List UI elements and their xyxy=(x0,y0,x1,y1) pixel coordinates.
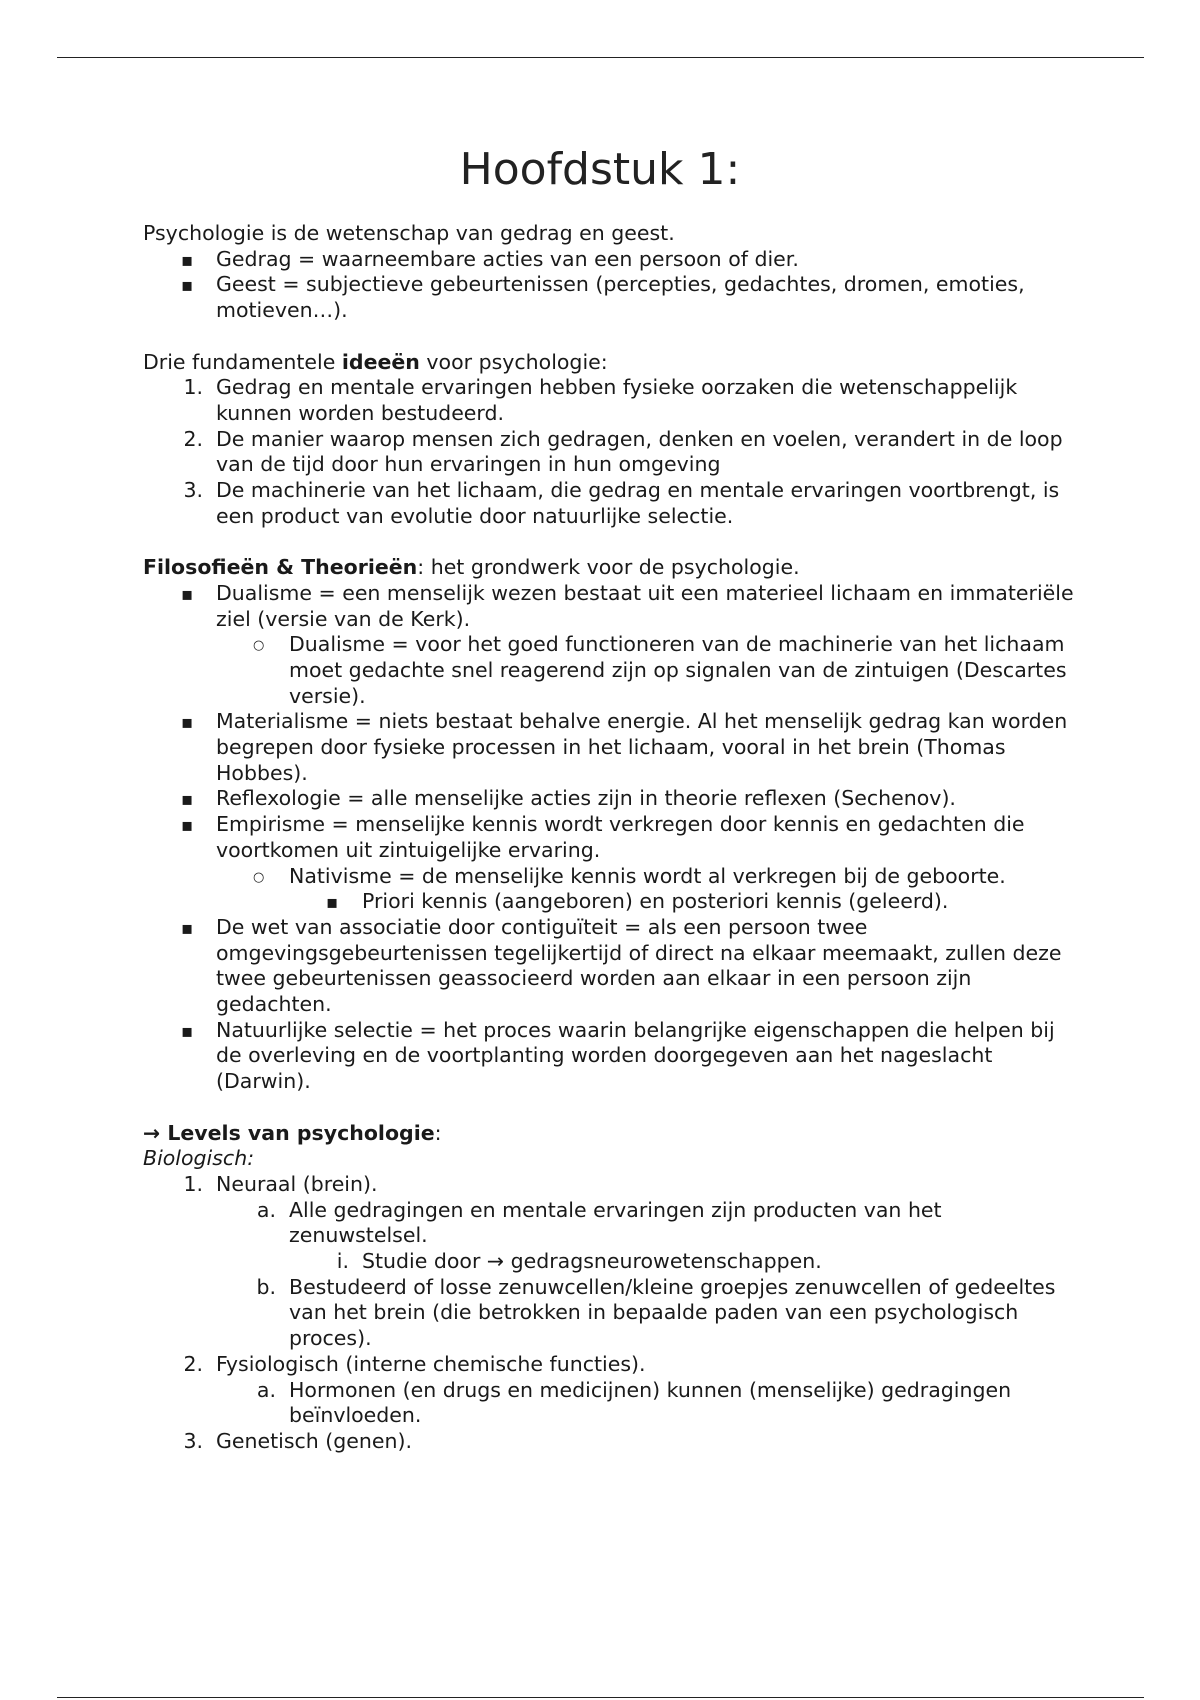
bullet-square-icon xyxy=(181,709,193,736)
list-item: 1. Neuraal (brein). xyxy=(143,1172,1083,1198)
levels-category: Biologisch: xyxy=(143,1146,255,1171)
list-marker: 1. xyxy=(183,375,203,400)
list-marker: 2. xyxy=(183,426,203,451)
list-marker: a. xyxy=(256,1377,276,1402)
list-item: ▪ Geest = subjectieve gebeurtenissen (percepties, gedachtes, dromen, emoties, motieven…). xyxy=(143,272,1083,323)
list-marker: i. xyxy=(336,1249,349,1274)
bullet-square-icon xyxy=(326,889,338,916)
ideas-lead: Drie fundamentele ideeën voor psychologie: xyxy=(143,349,608,374)
bullet-circle-icon xyxy=(253,864,264,893)
bullet-square-icon xyxy=(181,786,193,813)
bullet-square-icon xyxy=(181,812,193,839)
levels-heading: → Levels van psychologie: xyxy=(143,1120,442,1145)
list-item: ▪ Materialisme = niets bestaat behalve energie. Al het menselijk gedrag kan worden begrepen door fysieke processen in het lichaam, vooral in het brein (Thomas Hobbes). xyxy=(143,709,1083,786)
list-marker: a. xyxy=(256,1197,276,1222)
intro-text: Psychologie is de wetenschap van gedrag en geest. xyxy=(143,221,675,245)
list-item: 3. De machinerie van het lichaam, die gedrag en mentale ervaringen voortbrengt, is een product van evolutie door natuurlijke selectie. xyxy=(143,478,1083,529)
list-item: 1. Gedrag en mentale ervaringen hebben fysieke oorzaken die wetenschappelijk kunnen worden bestudeerd. xyxy=(143,375,1083,426)
list-item: 2. Fysiologisch (interne chemische functies). xyxy=(143,1352,1083,1378)
list-item: b. Bestudeerd of losse zenuwcellen/kleine groepjes zenuwcellen of gedeeltes van het brein (die betrokken in bepaalde paden van een psychologisch proces). xyxy=(143,1275,1083,1352)
list-marker: 3. xyxy=(183,1429,203,1453)
bullet-square-icon xyxy=(181,915,193,942)
list-item: ▪ Dualisme = een menselijk wezen bestaat uit een materieel lichaam en immateriële ziel (versie van de Kerk). xyxy=(143,581,1083,632)
bullet-square-icon xyxy=(181,272,193,299)
list-item: ▪ Empirisme = menselijke kennis wordt verkregen door kennis en gedachten die voortkomen uit zintuigelijke ervaring. xyxy=(143,812,1083,863)
list-item: ▪ Natuurlijke selectie = het proces waarin belangrijke eigenschappen die helpen bij de overleving en de voortplanting worden doorgegeven aan het nageslacht (Darwin). xyxy=(143,1018,1083,1095)
philosophies-lead: Filosofieën & Theorieën: het grondwerk voor de psychologie. xyxy=(143,555,800,580)
list-item: ▪ De wet van associatie door contiguïteit = als een persoon twee omgevingsgebeurtenissen tegelijkertijd of direct na elkaar meemaakt, zullen deze twee gebeurtenissen geassocieerd worden aan elkaar in een persoon zijn gedachten. xyxy=(143,915,1083,1018)
list-item: ○ Dualisme = voor het goed functioneren van de machinerie van het lichaam moet gedachte snel reagerend zijn op signalen van de zintuigen (Descartes versie). xyxy=(143,632,1083,709)
list-item: ▪ Priori kennis (aangeboren) en posteriori kennis (geleerd). xyxy=(143,889,1083,915)
bullet-circle-icon xyxy=(253,632,264,661)
list-item: i. Studie door → gedragsneurowetenschappen. xyxy=(143,1249,1083,1275)
bullet-square-icon xyxy=(181,581,193,608)
list-item: 3. Genetisch (genen). xyxy=(143,1429,1083,1455)
list-marker: 1. xyxy=(183,1171,203,1196)
list-marker: b. xyxy=(256,1274,276,1299)
list-marker: 2. xyxy=(183,1351,203,1376)
page-title: Hoofdstuk 1: xyxy=(459,144,741,195)
bullet-square-icon xyxy=(181,247,193,274)
bottom-rule xyxy=(57,1697,1144,1698)
bullet-square-icon xyxy=(181,1018,193,1045)
list-marker: 3. xyxy=(183,478,203,503)
list-item: ▪ Reflexologie = alle menselijke acties zijn in theorie reflexen (Sechenov). xyxy=(143,786,1083,812)
list-item: ▪ Gedrag = waarneembare acties van een persoon of dier. xyxy=(143,247,1083,273)
document-body xyxy=(143,221,1083,1455)
list-item: ○ Nativisme = de menselijke kennis wordt al verkregen bij de geboorte. xyxy=(143,864,1083,890)
top-rule xyxy=(57,57,1144,58)
list-item: 2. De manier waarop mensen zich gedragen, denken en voelen, verandert in de loop van de tijd door hun ervaringen in hun omgeving xyxy=(143,427,1083,478)
list-item: a. Hormonen (en drugs en medicijnen) kunnen (menselijke) gedragingen beïnvloeden. xyxy=(143,1378,1083,1429)
list-item: a. Alle gedragingen en mentale ervaringen zijn producten van het zenuwstelsel. xyxy=(143,1198,1083,1249)
